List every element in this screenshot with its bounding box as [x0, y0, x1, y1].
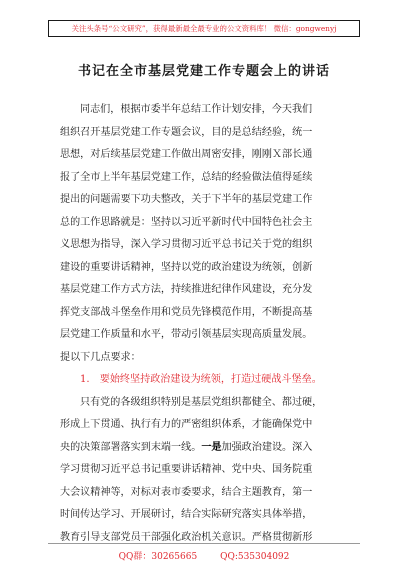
paragraph-line: 学习贯彻习近平总书记重要讲话精神、党中央、国务院重 — [60, 464, 313, 475]
paragraph-line: 基层党建工作方式方法，持续推进纪律作风建设，充分发 — [60, 284, 313, 295]
paragraph-line: 思想，对后续基层党建工作做出周密安排，刚刚Ｘ部长通 — [60, 149, 313, 160]
document-body — [60, 99, 350, 549]
footer-qq: QQ:535304092 — [220, 552, 290, 562]
paragraph-line — [60, 437, 350, 460]
section-heading: 1. 要始终坚持政治建设为统领，打造过硬战斗堡垒。 — [80, 374, 322, 385]
paragraph-line: 层党建工作质量和水平，带动引领基层实现高质量发展。 — [60, 329, 313, 340]
paragraph-line: 组织召开基层党建工作专题会议，目的是总结经验，统一 — [60, 126, 313, 138]
footer-qq-group: QQ群：30265665 — [118, 552, 198, 562]
paragraph-line: 提以下几点要求： — [60, 351, 141, 363]
emphasis-text: 一是 — [201, 441, 222, 453]
paragraph-line: 教育引导支部党员干部强化政治机关意识。严格贯彻新形 — [60, 531, 313, 543]
paragraph-line: 只有党的各级组织特别是基层党组织都健全、都过硬， — [80, 396, 323, 408]
paragraph-line: 建设的重要讲话精神，坚持以党的政治建设为统领，创新 — [60, 261, 313, 273]
document-title: 书记在全市基层党建工作专题会上的讲话 — [77, 64, 330, 79]
paragraph-line: 同志们，根据市委半年总结工作计划安排，今天我们 — [80, 104, 313, 115]
line-text: 加强政治建设。深入 — [221, 441, 313, 453]
paragraph-line: 提出的问题需要下功夫整改，关于下半年的基层党建工作 — [60, 194, 313, 205]
paragraph-line: 大会议精神等，对标对表市委要求，结合主题教育，第一 — [60, 486, 313, 498]
paragraph-line: 义思想为指导，深入学习贯彻习近平总书记关于党的组织 — [60, 239, 313, 250]
line-text: 央的决策部署落实到末端一线。 — [60, 441, 202, 453]
paragraph-line: 时间传达学习、开展研讨，结合实际研究落实具体举措， — [60, 509, 313, 520]
paragraph-line: 报了全市上半年基层党建工作，总结的经验做法值得延续 — [60, 171, 313, 183]
paragraph-line: 挥党支部战斗堡垒作用和党员先锋模范作用，不断提高基 — [60, 306, 313, 318]
footer-divider — [48, 543, 360, 544]
promo-banner: 关注头条号“公文研究”，获得最新最全最专业的公文资料库！ 微信：gongwenyj — [48, 20, 360, 37]
footer — [0, 549, 408, 562]
paragraph-line: 形成上下贯通、执行有力的严密组织体系，才能确保党中 — [60, 419, 313, 430]
paragraph-line: 总的工作思路就是：坚持以习近平新时代中国特色社会主 — [60, 216, 313, 228]
